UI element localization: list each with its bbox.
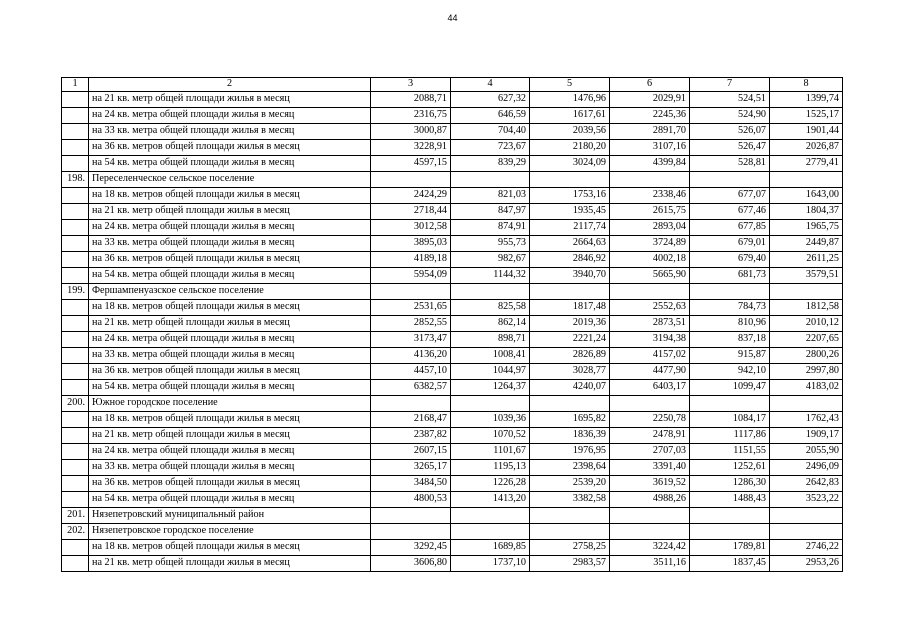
value-cell: 1737,10 [451, 556, 530, 572]
value-cell: 3511,16 [610, 556, 690, 572]
table-row [62, 556, 843, 572]
value-cell: 2664,63 [530, 236, 610, 252]
value-cell: 1617,61 [530, 108, 610, 124]
value-cell: 677,46 [690, 204, 770, 220]
row-number [62, 252, 89, 268]
value-cell: 2338,46 [610, 188, 690, 204]
row-number: 198. [62, 172, 89, 188]
value-cell: 2010,12 [770, 316, 843, 332]
row-number [62, 300, 89, 316]
value-cell [770, 524, 843, 540]
value-cell: 2953,26 [770, 556, 843, 572]
table-header-row [62, 78, 843, 92]
row-label: на 36 кв. метров общей площади жилья в месяц [89, 364, 371, 380]
page-number: 44 [447, 13, 458, 23]
value-cell: 2983,57 [530, 556, 610, 572]
value-cell: 2539,20 [530, 476, 610, 492]
row-label: на 21 кв. метр общей площади жилья в месяц [89, 92, 371, 108]
value-cell: 1044,97 [451, 364, 530, 380]
value-cell: 679,01 [690, 236, 770, 252]
value-cell: 2758,25 [530, 540, 610, 556]
value-cell: 2168,47 [371, 412, 451, 428]
table-row [62, 332, 843, 348]
value-cell [690, 508, 770, 524]
value-cell: 1525,17 [770, 108, 843, 124]
value-cell: 3024,09 [530, 156, 610, 172]
section-row [62, 172, 843, 188]
value-cell: 3724,89 [610, 236, 690, 252]
value-cell: 2642,83 [770, 476, 843, 492]
value-cell: 1762,43 [770, 412, 843, 428]
row-number [62, 92, 89, 108]
value-cell [610, 524, 690, 540]
value-cell: 1695,82 [530, 412, 610, 428]
value-cell: 1070,52 [451, 428, 530, 444]
column-header: 8 [770, 78, 843, 92]
table-row [62, 300, 843, 316]
row-label: на 33 кв. метра общей площади жилья в месяц [89, 460, 371, 476]
row-number [62, 348, 89, 364]
row-number [62, 444, 89, 460]
value-cell: 1008,41 [451, 348, 530, 364]
row-label: на 24 кв. метра общей площади жилья в месяц [89, 220, 371, 236]
value-cell: 1689,85 [451, 540, 530, 556]
row-label: на 21 кв. метр общей площади жилья в месяц [89, 556, 371, 572]
row-number [62, 476, 89, 492]
value-cell: 1976,95 [530, 444, 610, 460]
row-number [62, 380, 89, 396]
value-cell: 2019,36 [530, 316, 610, 332]
value-cell [770, 396, 843, 412]
section-row [62, 284, 843, 300]
value-cell: 1643,00 [770, 188, 843, 204]
value-cell [610, 284, 690, 300]
value-cell: 2221,24 [530, 332, 610, 348]
value-cell: 528,81 [690, 156, 770, 172]
value-cell: 4988,26 [610, 492, 690, 508]
value-cell: 2316,75 [371, 108, 451, 124]
value-cell: 4157,02 [610, 348, 690, 364]
value-cell: 4399,84 [610, 156, 690, 172]
row-number: 201. [62, 508, 89, 524]
row-label: на 21 кв. метр общей площади жилья в месяц [89, 316, 371, 332]
value-cell [371, 172, 451, 188]
row-label: на 21 кв. метр общей площади жилья в месяц [89, 204, 371, 220]
value-cell [371, 396, 451, 412]
value-cell: 627,32 [451, 92, 530, 108]
value-cell: 2055,90 [770, 444, 843, 460]
tariff-table [61, 77, 843, 572]
value-cell: 3484,50 [371, 476, 451, 492]
value-cell: 4002,18 [610, 252, 690, 268]
row-label: на 54 кв. метра общей площади жилья в месяц [89, 492, 371, 508]
value-cell: 4597,15 [371, 156, 451, 172]
value-cell [530, 508, 610, 524]
row-number: 202. [62, 524, 89, 540]
row-label: на 33 кв. метра общей площади жилья в месяц [89, 236, 371, 252]
value-cell [690, 396, 770, 412]
row-label: Фершампенуазское сельское поселение [89, 284, 371, 300]
table-row [62, 492, 843, 508]
row-number [62, 124, 89, 140]
value-cell: 942,10 [690, 364, 770, 380]
value-cell: 2117,74 [530, 220, 610, 236]
value-cell: 825,58 [451, 300, 530, 316]
value-cell: 2997,80 [770, 364, 843, 380]
value-cell [451, 284, 530, 300]
row-number [62, 332, 89, 348]
value-cell: 4136,20 [371, 348, 451, 364]
value-cell: 2207,65 [770, 332, 843, 348]
value-cell: 2707,03 [610, 444, 690, 460]
value-cell: 4477,90 [610, 364, 690, 380]
value-cell [451, 172, 530, 188]
value-cell: 3579,51 [770, 268, 843, 284]
value-cell: 3523,22 [770, 492, 843, 508]
value-cell: 3391,40 [610, 460, 690, 476]
value-cell: 847,97 [451, 204, 530, 220]
value-cell [610, 508, 690, 524]
value-cell: 2180,20 [530, 140, 610, 156]
row-number [62, 492, 89, 508]
value-cell: 1837,45 [690, 556, 770, 572]
value-cell: 2852,55 [371, 316, 451, 332]
column-header: 1 [62, 78, 89, 92]
value-cell: 4800,53 [371, 492, 451, 508]
row-label: на 33 кв. метра общей площади жилья в месяц [89, 348, 371, 364]
value-cell: 915,87 [690, 348, 770, 364]
value-cell [371, 524, 451, 540]
table-row [62, 316, 843, 332]
row-number [62, 108, 89, 124]
row-number [62, 156, 89, 172]
value-cell: 2088,71 [371, 92, 451, 108]
value-cell: 1965,75 [770, 220, 843, 236]
value-cell [770, 172, 843, 188]
row-label: Южное городское поселение [89, 396, 371, 412]
value-cell: 4183,02 [770, 380, 843, 396]
value-cell: 526,07 [690, 124, 770, 140]
value-cell: 955,73 [451, 236, 530, 252]
row-number: 200. [62, 396, 89, 412]
value-cell: 3265,17 [371, 460, 451, 476]
value-cell [610, 396, 690, 412]
value-cell: 2245,36 [610, 108, 690, 124]
section-row [62, 508, 843, 524]
value-cell: 3000,87 [371, 124, 451, 140]
row-number: 199. [62, 284, 89, 300]
value-cell [530, 284, 610, 300]
table-row [62, 364, 843, 380]
value-cell: 2893,04 [610, 220, 690, 236]
value-cell: 1252,61 [690, 460, 770, 476]
value-cell [770, 508, 843, 524]
value-cell: 898,71 [451, 332, 530, 348]
row-label: на 21 кв. метр общей площади жилья в месяц [89, 428, 371, 444]
row-label: на 36 кв. метров общей площади жилья в месяц [89, 252, 371, 268]
table-row [62, 444, 843, 460]
row-number [62, 316, 89, 332]
value-cell: 2039,56 [530, 124, 610, 140]
value-cell: 4240,07 [530, 380, 610, 396]
value-cell: 1476,96 [530, 92, 610, 108]
value-cell [371, 284, 451, 300]
value-cell: 2611,25 [770, 252, 843, 268]
value-cell: 1935,45 [530, 204, 610, 220]
row-number [62, 412, 89, 428]
value-cell [690, 524, 770, 540]
row-label: на 24 кв. метра общей площади жилья в месяц [89, 108, 371, 124]
value-cell: 1039,36 [451, 412, 530, 428]
value-cell: 2826,89 [530, 348, 610, 364]
row-number [62, 364, 89, 380]
value-cell: 1151,55 [690, 444, 770, 460]
row-number [62, 236, 89, 252]
value-cell: 2552,63 [610, 300, 690, 316]
column-header: 3 [371, 78, 451, 92]
row-label: Переселенческое сельское поселение [89, 172, 371, 188]
row-label: на 18 кв. метров общей площади жилья в месяц [89, 412, 371, 428]
row-number [62, 140, 89, 156]
table-row [62, 476, 843, 492]
row-number [62, 556, 89, 572]
value-cell: 2531,65 [371, 300, 451, 316]
value-cell: 839,29 [451, 156, 530, 172]
table-row [62, 380, 843, 396]
value-cell: 1901,44 [770, 124, 843, 140]
value-cell: 1836,39 [530, 428, 610, 444]
column-header: 5 [530, 78, 610, 92]
value-cell: 1117,86 [690, 428, 770, 444]
value-cell: 1084,17 [690, 412, 770, 428]
value-cell: 524,90 [690, 108, 770, 124]
value-cell: 2424,29 [371, 188, 451, 204]
value-cell [690, 172, 770, 188]
value-cell: 1413,20 [451, 492, 530, 508]
table-row [62, 428, 843, 444]
value-cell [770, 284, 843, 300]
value-cell: 1101,67 [451, 444, 530, 460]
value-cell: 2846,92 [530, 252, 610, 268]
value-cell: 2250,78 [610, 412, 690, 428]
table-row [62, 348, 843, 364]
value-cell: 723,67 [451, 140, 530, 156]
value-cell: 810,96 [690, 316, 770, 332]
table-row [62, 220, 843, 236]
value-cell: 1286,30 [690, 476, 770, 492]
value-cell: 1812,58 [770, 300, 843, 316]
value-cell: 3012,58 [371, 220, 451, 236]
value-cell: 1195,13 [451, 460, 530, 476]
value-cell: 646,59 [451, 108, 530, 124]
column-header: 7 [690, 78, 770, 92]
value-cell: 1804,37 [770, 204, 843, 220]
value-cell [451, 524, 530, 540]
value-cell: 862,14 [451, 316, 530, 332]
row-label: на 24 кв. метра общей площади жилья в месяц [89, 332, 371, 348]
value-cell: 681,73 [690, 268, 770, 284]
row-number [62, 188, 89, 204]
value-cell: 2891,70 [610, 124, 690, 140]
value-cell: 6382,57 [371, 380, 451, 396]
value-cell: 2478,91 [610, 428, 690, 444]
section-row [62, 524, 843, 540]
section-row [62, 396, 843, 412]
value-cell: 3228,91 [371, 140, 451, 156]
table-row [62, 412, 843, 428]
value-cell: 3292,45 [371, 540, 451, 556]
row-label: на 24 кв. метра общей площади жилья в месяц [89, 444, 371, 460]
value-cell: 874,91 [451, 220, 530, 236]
value-cell: 3173,47 [371, 332, 451, 348]
value-cell: 1817,48 [530, 300, 610, 316]
value-cell: 2398,64 [530, 460, 610, 476]
value-cell: 677,07 [690, 188, 770, 204]
value-cell: 982,67 [451, 252, 530, 268]
value-cell: 2607,15 [371, 444, 451, 460]
value-cell: 2026,87 [770, 140, 843, 156]
value-cell: 1488,43 [690, 492, 770, 508]
value-cell [530, 524, 610, 540]
value-cell: 2746,22 [770, 540, 843, 556]
row-label: на 18 кв. метров общей площади жилья в месяц [89, 540, 371, 556]
column-header: 4 [451, 78, 530, 92]
table-row [62, 156, 843, 172]
row-label: Нязепетровское городское поселение [89, 524, 371, 540]
table-row [62, 124, 843, 140]
value-cell: 3028,77 [530, 364, 610, 380]
value-cell: 2800,26 [770, 348, 843, 364]
value-cell: 3606,80 [371, 556, 451, 572]
value-cell: 677,85 [690, 220, 770, 236]
value-cell: 704,40 [451, 124, 530, 140]
value-cell: 524,51 [690, 92, 770, 108]
value-cell: 1264,37 [451, 380, 530, 396]
value-cell: 2449,87 [770, 236, 843, 252]
value-cell: 2029,91 [610, 92, 690, 108]
row-number [62, 460, 89, 476]
row-number [62, 428, 89, 444]
value-cell [690, 284, 770, 300]
value-cell [530, 396, 610, 412]
value-cell: 1226,28 [451, 476, 530, 492]
value-cell: 1753,16 [530, 188, 610, 204]
value-cell: 679,40 [690, 252, 770, 268]
row-number [62, 220, 89, 236]
value-cell [451, 508, 530, 524]
row-label: на 36 кв. метров общей площади жилья в месяц [89, 140, 371, 156]
row-number [62, 268, 89, 284]
row-label: на 54 кв. метра общей площади жилья в месяц [89, 380, 371, 396]
value-cell [610, 172, 690, 188]
table-row [62, 108, 843, 124]
value-cell: 2496,09 [770, 460, 843, 476]
value-cell: 1789,81 [690, 540, 770, 556]
column-header: 6 [610, 78, 690, 92]
row-number [62, 204, 89, 220]
value-cell: 784,73 [690, 300, 770, 316]
value-cell: 1099,47 [690, 380, 770, 396]
value-cell: 2873,51 [610, 316, 690, 332]
table-row [62, 236, 843, 252]
value-cell: 1909,17 [770, 428, 843, 444]
value-cell: 4457,10 [371, 364, 451, 380]
table-row [62, 460, 843, 476]
value-cell: 6403,17 [610, 380, 690, 396]
value-cell: 2779,41 [770, 156, 843, 172]
row-label: на 36 кв. метров общей площади жилья в месяц [89, 476, 371, 492]
row-label: на 18 кв. метров общей площади жилья в месяц [89, 300, 371, 316]
value-cell: 1399,74 [770, 92, 843, 108]
value-cell: 3194,38 [610, 332, 690, 348]
row-label: на 33 кв. метра общей площади жилья в месяц [89, 124, 371, 140]
table-row [62, 252, 843, 268]
value-cell: 2718,44 [371, 204, 451, 220]
value-cell: 5665,90 [610, 268, 690, 284]
row-label: Нязепетровский муниципальный район [89, 508, 371, 524]
value-cell [451, 396, 530, 412]
value-cell: 3224,42 [610, 540, 690, 556]
table-row [62, 540, 843, 556]
value-cell: 3940,70 [530, 268, 610, 284]
value-cell: 2387,82 [371, 428, 451, 444]
row-label: на 18 кв. метров общей площади жилья в месяц [89, 188, 371, 204]
column-header: 2 [89, 78, 371, 92]
value-cell: 1144,32 [451, 268, 530, 284]
value-cell: 3619,52 [610, 476, 690, 492]
table-row [62, 188, 843, 204]
table-row [62, 140, 843, 156]
value-cell: 526,47 [690, 140, 770, 156]
value-cell: 837,18 [690, 332, 770, 348]
value-cell [371, 508, 451, 524]
value-cell [530, 172, 610, 188]
value-cell: 5954,09 [371, 268, 451, 284]
row-number [62, 540, 89, 556]
value-cell: 821,03 [451, 188, 530, 204]
table-row [62, 204, 843, 220]
table-row [62, 268, 843, 284]
value-cell: 3895,03 [371, 236, 451, 252]
value-cell: 3382,58 [530, 492, 610, 508]
row-label: на 54 кв. метра общей площади жилья в месяц [89, 156, 371, 172]
value-cell: 3107,16 [610, 140, 690, 156]
table-row [62, 92, 843, 108]
row-label: на 54 кв. метра общей площади жилья в месяц [89, 268, 371, 284]
value-cell: 2615,75 [610, 204, 690, 220]
value-cell: 4189,18 [371, 252, 451, 268]
